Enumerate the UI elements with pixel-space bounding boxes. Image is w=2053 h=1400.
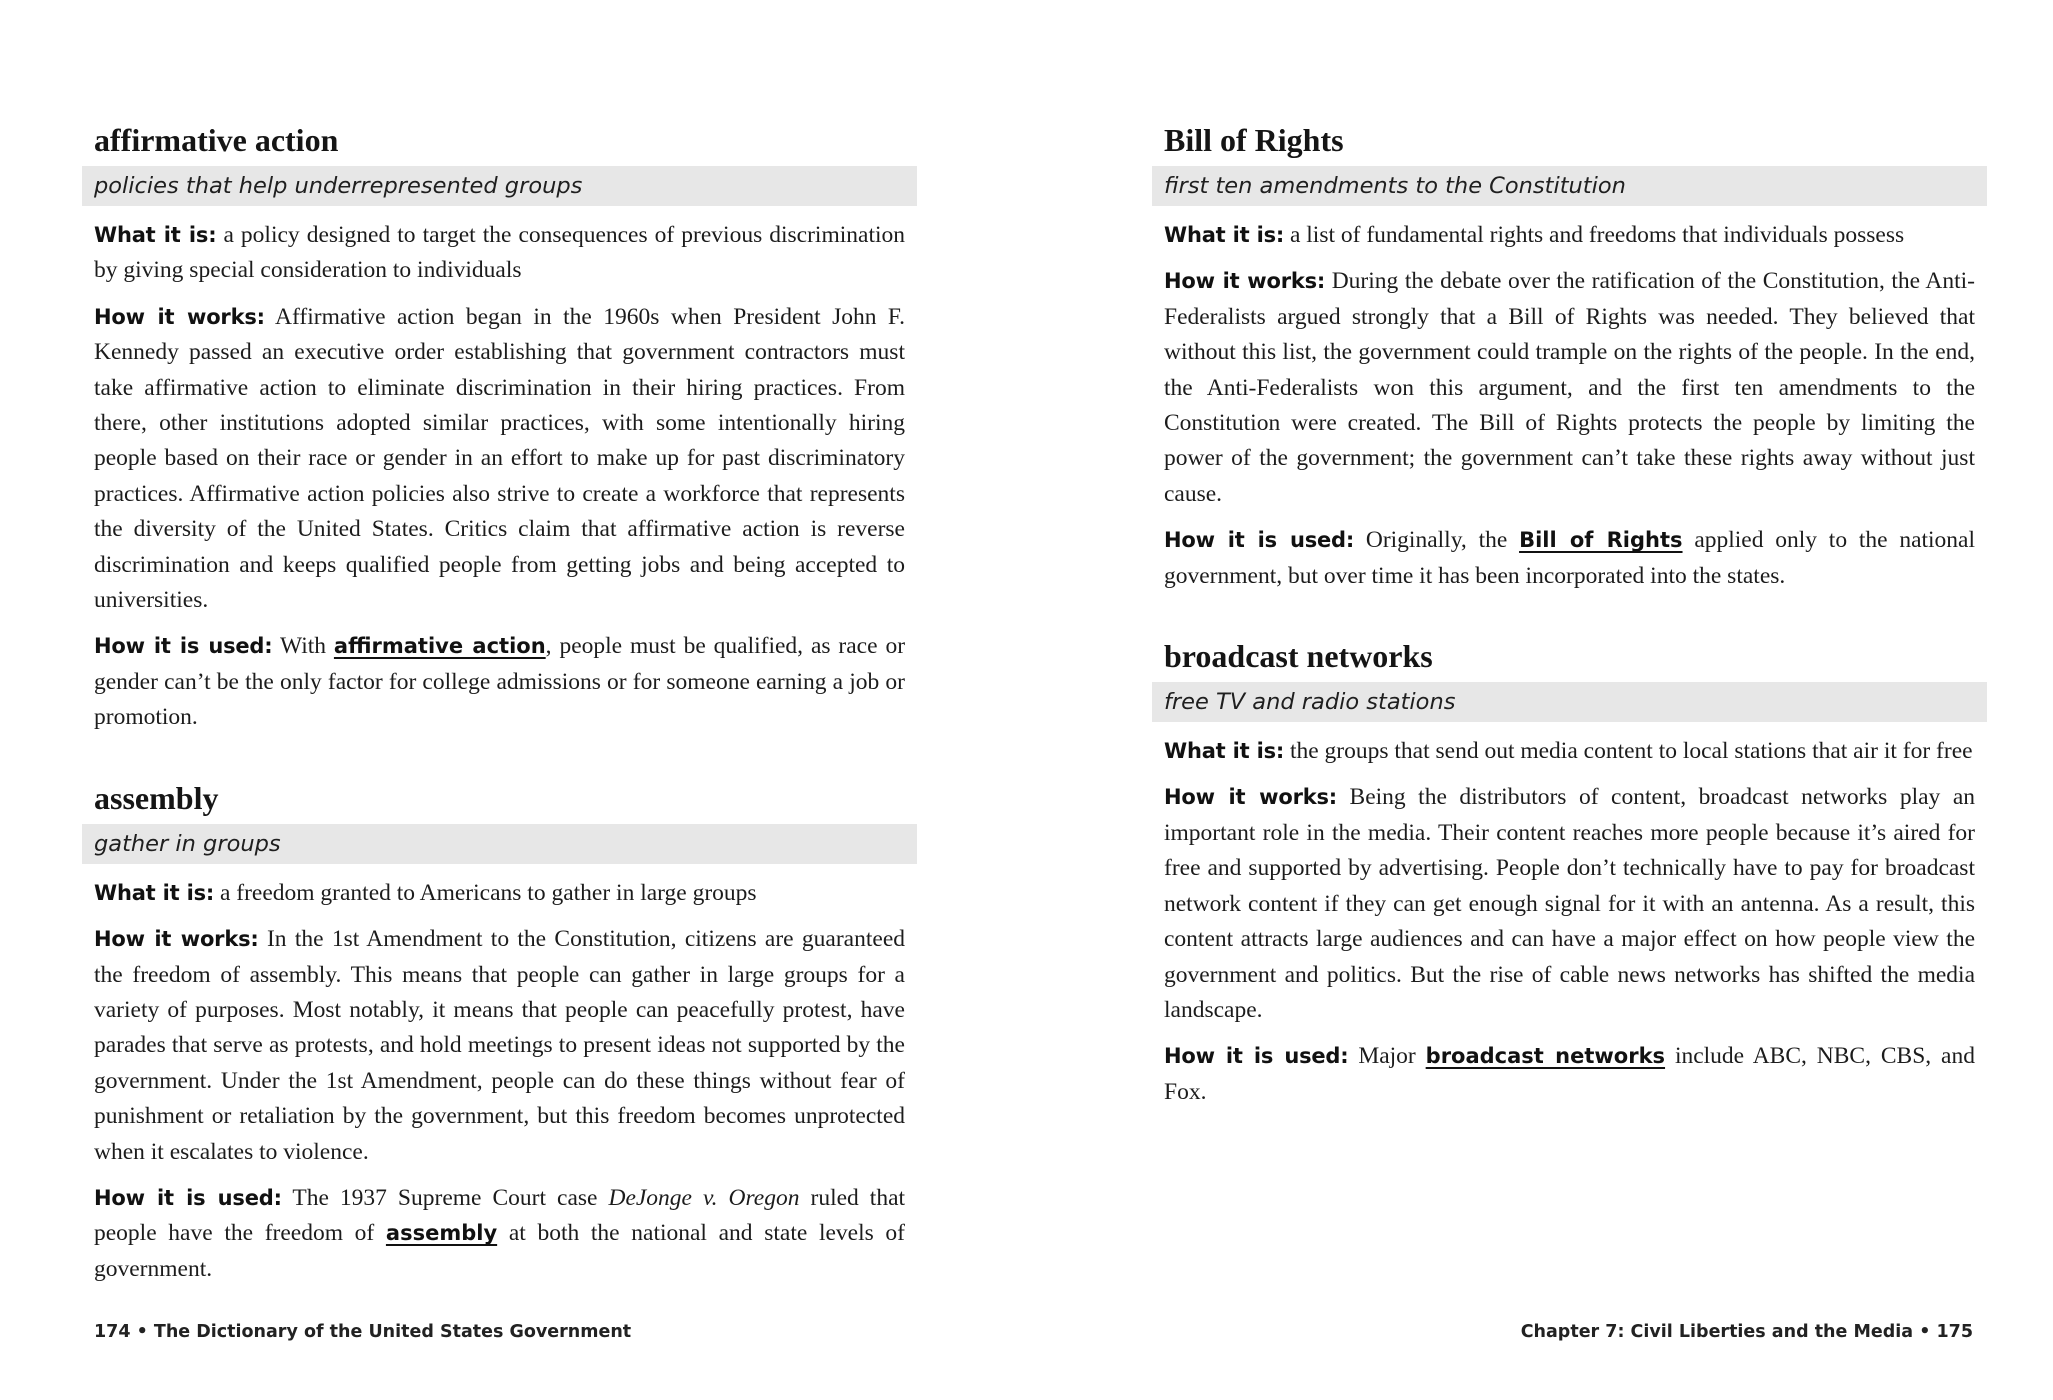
what-it-is <box>1164 218 1975 253</box>
used-after: include ABC, NBC, CBS, and Fox. <box>1164 1043 1975 1105</box>
what-label: What it is: <box>94 880 215 905</box>
used-before: With <box>279 633 327 660</box>
what-it-is <box>1164 734 1975 769</box>
how-text: In the 1st Amendment to the Constitution, citizens are guaranteed the freedom of assembly. This means that people can gather in large groups for a variety of purposes. Most notably, it means that people can peacefully protest, have parades that serve as protests, and hold meetings to present ideas not supported by the government. Under the 1st Amendment, people can do these things without fear of punishment or retaliation by the government, but this freedom becomes unprotected when it escalates to violence. <box>94 926 906 1165</box>
used-label: How it is used: <box>94 1185 282 1210</box>
entry-gloss: gather in groups <box>82 824 917 864</box>
how-label: How it works: <box>94 304 265 329</box>
how-it-works <box>94 922 905 1170</box>
used-middle: ruled that people have the freedom of <box>94 1184 906 1247</box>
entry-bill-of-rights <box>1164 120 1975 594</box>
how-it-is-used <box>1164 523 1975 594</box>
how-it-works <box>94 300 905 619</box>
how-it-works <box>1164 780 1975 1028</box>
what-label: What it is: <box>1164 223 1285 247</box>
entry-affirmative-action <box>94 120 905 736</box>
entry-term: affirmative action <box>94 122 339 158</box>
used-before: Major <box>1358 1043 1416 1070</box>
used-keyword: Bill of Rights <box>1519 528 1683 553</box>
used-label: How it is used: <box>1164 528 1355 553</box>
how-it-is-used <box>1164 1039 1975 1110</box>
how-it-is-used <box>94 629 905 735</box>
left-page-footer: 174 • The Dictionary of the United States Government <box>94 1322 632 1342</box>
entry-gloss: policies that help underrepresented groups <box>82 166 917 206</box>
used-after: at both the national and state levels of government. <box>94 1220 906 1282</box>
how-label: How it works: <box>1164 269 1326 294</box>
what-text: a policy designed to target the consequences of previous discrimination by giving special consideration to individuals <box>94 222 906 284</box>
what-label: What it is: <box>1164 739 1285 764</box>
used-keyword: affirmative action <box>333 634 546 659</box>
how-text: During the debate over the ratification of the Constitution, the Anti-Federalists argued strongly that a Bill of Rights was needed. They believed that without this list, the government could trample on the rights of the people. In the end, the Anti-Federalists won this argument, and the first ten amendments to the Constitution were created. The Bill of Rights protects the people by limiting the power of the government; the government can’t take these rights away without just cause. <box>1164 268 1975 507</box>
used-keyword: assembly <box>385 1221 498 1246</box>
used-before: The 1937 Supreme Court case <box>292 1184 598 1211</box>
left-page <box>94 120 905 1329</box>
how-label: How it works: <box>1164 785 1337 810</box>
used-before: Originally, the <box>1365 527 1508 554</box>
how-text: Affirmative action began in the 1960s when President John F. Kennedy passed an executive order establishing that government contractors must take affirmative action to eliminate discrimination in their hiring practices. From there, other institutions adopted similar practices, with some intentionally hiring people based on their race or gender in an effort to make up for past discriminatory practices. Affirmative action policies also strive to create a workforce that represents the diversity of the United States. Critics claim that affirmative action is reverse discrimination and keeps qualified people from getting jobs and being accepted to universities. <box>94 303 905 614</box>
how-label: How it works: <box>94 927 259 952</box>
used-after: , people must be qualified, as race or gender can’t be the only factor for college admissions or for someone earning a job or promotion. <box>94 633 906 731</box>
how-it-works <box>1164 264 1975 512</box>
entry-term: assembly <box>94 779 219 816</box>
used-label: How it is used: <box>1164 1044 1349 1069</box>
what-label: What it is: <box>94 223 217 247</box>
entry-term: broadcast networks <box>1164 638 1433 675</box>
what-it-is <box>94 876 905 911</box>
case-name: DeJonge v. Oregon <box>608 1184 800 1211</box>
used-label: How it is used: <box>94 634 273 659</box>
entry-assembly <box>94 778 905 1287</box>
used-keyword: broadcast networks <box>1425 1044 1666 1069</box>
what-text: a freedom granted to Americans to gather in large groups <box>219 879 757 906</box>
entry-gloss: free TV and radio stations <box>1152 682 1987 722</box>
entry-broadcast-networks <box>1164 636 1975 1110</box>
entry-gloss: first ten amendments to the Constitution <box>1152 166 1987 206</box>
used-after: applied only to the national government, but over time it has been incorporated into the states. <box>1164 527 1976 589</box>
right-page <box>1164 120 1975 1152</box>
what-it-is <box>94 218 905 289</box>
what-text: a list of fundamental rights and freedoms that individuals possess <box>1289 222 1905 248</box>
how-it-is-used <box>94 1181 905 1287</box>
what-text: the groups that send out media content to local stations that air it for free <box>1289 738 1973 765</box>
right-page-footer: Chapter 7: Civil Liberties and the Media • 175 <box>1520 1322 1973 1342</box>
entry-term: Bill of Rights <box>1164 122 1344 158</box>
how-text: Being the distributors of content, broadcast networks play an important role in the media. Their content reaches more people because it’s aired for free and supported by advertising. People don’t technically have to pay for broadcast network content if they can get enough signal for it with an antenna. As a result, this content attracts large audiences and can have a major effect on how people view the government and politics. But the rise of cable news networks has shifted the media landscape. <box>1164 784 1975 1023</box>
